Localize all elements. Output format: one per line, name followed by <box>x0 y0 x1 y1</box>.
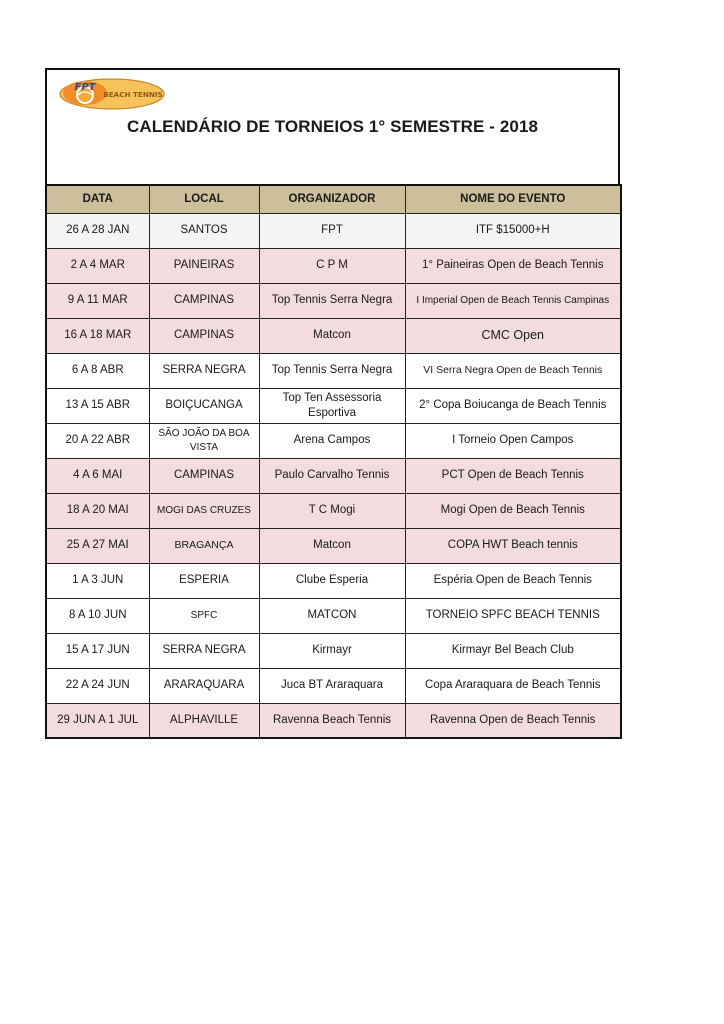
table-row <box>46 318 621 353</box>
cell-data: 8 A 10 JUN <box>46 598 149 633</box>
cell-local: CAMPINAS <box>149 458 259 493</box>
table-row <box>46 598 621 633</box>
table-row <box>46 668 621 703</box>
cell-local: ALPHAVILLE <box>149 703 259 738</box>
column-header-data: DATA <box>46 185 149 213</box>
cell-data: 2 A 4 MAR <box>46 248 149 283</box>
cell-organizador: MATCON <box>259 598 405 633</box>
cell-local: BRAGANÇA <box>149 528 259 563</box>
cell-evento: CMC Open <box>405 318 621 353</box>
cell-data: 26 A 28 JAN <box>46 213 149 248</box>
cell-organizador: T C Mogi <box>259 493 405 528</box>
fpt-beach-tennis-logo <box>59 78 165 110</box>
table-row <box>46 528 621 563</box>
cell-evento: TORNEIO SPFC BEACH TENNIS <box>405 598 621 633</box>
cell-data: 29 JUN A 1 JUL <box>46 703 149 738</box>
page-title: CALENDÁRIO DE TORNEIOS 1° SEMESTRE - 2018 <box>126 117 539 136</box>
cell-organizador: Clube Esperia <box>259 563 405 598</box>
cell-evento: Ravenna Open de Beach Tennis <box>405 703 621 738</box>
cell-local: BOIÇUCANGA <box>149 388 259 423</box>
cell-organizador: Matcon <box>259 318 405 353</box>
cell-organizador: FPT <box>259 213 405 248</box>
cell-evento: Kirmayr Bel Beach Club <box>405 633 621 668</box>
cell-evento: VI Serra Negra Open de Beach Tennis <box>405 353 621 388</box>
cell-organizador: Juca BT Araraquara <box>259 668 405 703</box>
cell-local: CAMPINAS <box>149 283 259 318</box>
cell-local: ESPERIA <box>149 563 259 598</box>
column-header-evento: NOME DO EVENTO <box>405 185 621 213</box>
cell-local: SERRA NEGRA <box>149 353 259 388</box>
calendar-sheet <box>45 68 620 739</box>
cell-organizador: Arena Campos <box>259 423 405 458</box>
cell-local: ARARAQUARA <box>149 668 259 703</box>
cell-organizador: Top Tennis Serra Negra <box>259 283 405 318</box>
sheet-header <box>45 68 620 184</box>
table-row <box>46 248 621 283</box>
cell-evento: ITF $15000+H <box>405 213 621 248</box>
cell-local: SPFC <box>149 598 259 633</box>
cell-data: 16 A 18 MAR <box>46 318 149 353</box>
cell-organizador: Top Tennis Serra Negra <box>259 353 405 388</box>
table-header-row <box>46 185 621 213</box>
cell-data: 9 A 11 MAR <box>46 283 149 318</box>
cell-evento: I Torneio Open Campos <box>405 423 621 458</box>
table-row <box>46 703 621 738</box>
table-row <box>46 213 621 248</box>
cell-organizador: Top Ten Assessoria Esportiva <box>259 388 405 423</box>
cell-local: PAINEIRAS <box>149 248 259 283</box>
table-row <box>46 353 621 388</box>
table-row <box>46 458 621 493</box>
cell-evento: PCT Open de Beach Tennis <box>405 458 621 493</box>
table-row <box>46 283 621 318</box>
table-row <box>46 388 621 423</box>
cell-evento: Mogi Open de Beach Tennis <box>405 493 621 528</box>
cell-organizador: C P M <box>259 248 405 283</box>
cell-data: 15 A 17 JUN <box>46 633 149 668</box>
cell-data: 4 A 6 MAI <box>46 458 149 493</box>
cell-data: 20 A 22 ABR <box>46 423 149 458</box>
cell-evento: I Imperial Open de Beach Tennis Campinas <box>405 283 621 318</box>
logo-beach-tennis-text: BEACH TENNIS <box>103 90 163 99</box>
cell-data: 25 A 27 MAI <box>46 528 149 563</box>
cell-data: 18 A 20 MAI <box>46 493 149 528</box>
cell-organizador: Kirmayr <box>259 633 405 668</box>
table-row <box>46 563 621 598</box>
cell-local: MOGI DAS CRUZES <box>149 493 259 528</box>
cell-evento: 1° Paineiras Open de Beach Tennis <box>405 248 621 283</box>
tournament-table <box>45 184 622 739</box>
cell-local: SANTOS <box>149 213 259 248</box>
column-header-organizador: ORGANIZADOR <box>259 185 405 213</box>
table-row <box>46 493 621 528</box>
cell-organizador: Paulo Carvalho Tennis <box>259 458 405 493</box>
cell-organizador: Ravenna Beach Tennis <box>259 703 405 738</box>
cell-data: 1 A 3 JUN <box>46 563 149 598</box>
table-row <box>46 633 621 668</box>
cell-data: 13 A 15 ABR <box>46 388 149 423</box>
cell-local: CAMPINAS <box>149 318 259 353</box>
cell-evento: Espéria Open de Beach Tennis <box>405 563 621 598</box>
cell-data: 6 A 8 ABR <box>46 353 149 388</box>
cell-local: SERRA NEGRA <box>149 633 259 668</box>
column-header-local: LOCAL <box>149 185 259 213</box>
logo-fpt-text: FPT <box>74 82 96 93</box>
cell-organizador: Matcon <box>259 528 405 563</box>
cell-evento: 2° Copa Boiucanga de Beach Tennis <box>405 388 621 423</box>
cell-evento: Copa Araraquara de Beach Tennis <box>405 668 621 703</box>
cell-local: SÃO JOÃO DA BOA VISTA <box>149 423 259 458</box>
cell-evento: COPA HWT Beach tennis <box>405 528 621 563</box>
table-row <box>46 423 621 458</box>
cell-data: 22 A 24 JUN <box>46 668 149 703</box>
